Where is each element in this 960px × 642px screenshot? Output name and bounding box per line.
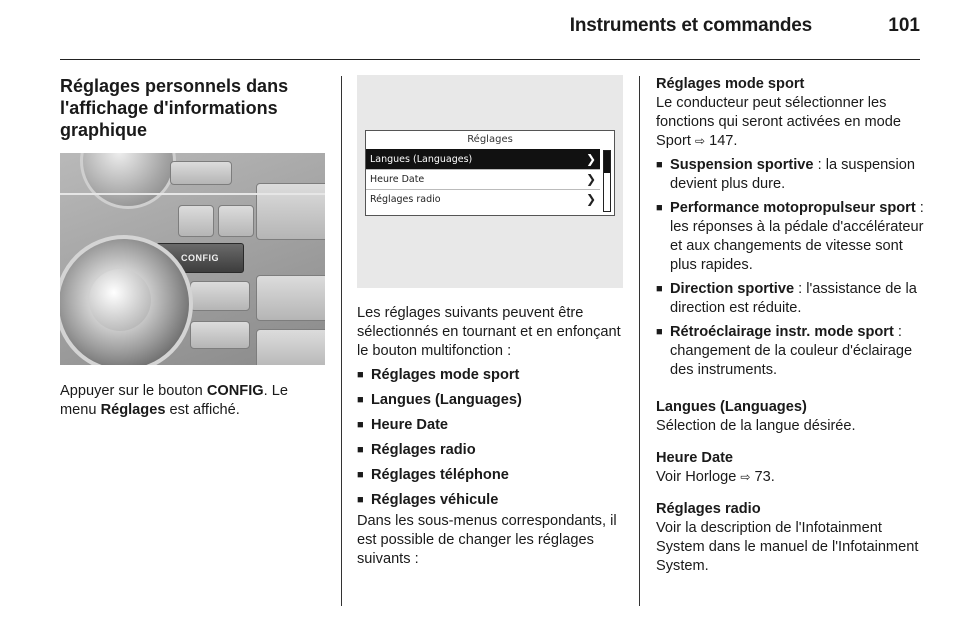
list-item: ■ Réglages radio bbox=[357, 441, 623, 460]
list-item: ■ Réglages téléphone bbox=[357, 466, 623, 485]
column-1 bbox=[60, 75, 325, 420]
list-item bbox=[656, 199, 924, 275]
list-item bbox=[656, 156, 924, 194]
knob-center bbox=[89, 269, 151, 331]
settings-list bbox=[357, 366, 623, 510]
text-run: est affiché. bbox=[165, 402, 240, 418]
panel-key bbox=[178, 205, 214, 237]
screen-menu-row bbox=[366, 169, 600, 189]
list-item bbox=[656, 280, 924, 318]
screen-menu-row bbox=[366, 189, 600, 209]
subheading: Réglages mode sport bbox=[656, 76, 805, 92]
option-description: : l'assistance de la direction est réduite. bbox=[670, 281, 917, 316]
subheading: Heure Date bbox=[656, 450, 734, 466]
page-number: 101 bbox=[888, 15, 920, 36]
list-item: ■ Réglages véhicule bbox=[357, 491, 623, 510]
screen-title: Réglages bbox=[467, 134, 513, 145]
option-name: Performance motopropulseur sport bbox=[670, 200, 916, 216]
text-run: Voir Horloge bbox=[656, 469, 737, 485]
panel-key bbox=[256, 183, 325, 240]
outro-paragraph: Dans les sous-menus correspondants, il est possible de changer les réglages suivants : bbox=[357, 513, 617, 567]
text-run: . Le menu bbox=[60, 383, 288, 418]
text-run: Le conducteur peut sélectionner les fonctions qui seront activées en mode Sport bbox=[656, 95, 901, 149]
time-paragraph bbox=[656, 468, 924, 487]
text-run-bold: CONFIG bbox=[206, 383, 264, 399]
page-reference: 73. bbox=[754, 469, 775, 485]
intro-paragraph: Les réglages suivants peuvent être sélectionnés en tournant et en enfonçant le bouton multifonction : bbox=[357, 305, 621, 359]
panel-key bbox=[190, 321, 250, 349]
option-description: : les réponses à la pédale d'accélérateur et aux changements de vitesse sont plus rapides. bbox=[670, 200, 924, 273]
header-rule bbox=[60, 59, 920, 60]
column-2 bbox=[357, 75, 623, 569]
section-title: Réglages personnels dans l'affichage d'informations graphique bbox=[60, 76, 289, 140]
screen-scrollbar bbox=[603, 150, 611, 212]
list-item bbox=[656, 323, 924, 380]
sport-paragraph bbox=[656, 94, 924, 151]
panel-key bbox=[256, 329, 325, 365]
sport-options-list bbox=[656, 156, 924, 380]
subheading: Langues (Languages) bbox=[656, 399, 807, 415]
panel-key bbox=[256, 275, 325, 321]
chevron-right-icon: ❯ bbox=[585, 152, 596, 166]
option-name: Direction sportive bbox=[670, 281, 795, 297]
page-reference-arrow-icon: ⇨ bbox=[694, 134, 706, 148]
option-name: Suspension sportive bbox=[670, 157, 814, 173]
radio-paragraph: Voir la description de l'Infotainment System dans le manuel de l'Infotainment System. bbox=[656, 520, 919, 574]
screen-row-label: Langues (Languages) bbox=[370, 154, 473, 165]
list-item: ■ Langues (Languages) bbox=[357, 391, 623, 410]
column-3 bbox=[656, 75, 924, 576]
panel-key bbox=[190, 281, 250, 311]
panel-trim bbox=[60, 193, 325, 195]
settings-screen bbox=[365, 130, 615, 216]
panel-key bbox=[170, 161, 232, 185]
screen-row-label: Réglages radio bbox=[370, 194, 441, 205]
screen-menu-row bbox=[366, 149, 600, 169]
screen-row-label: Heure Date bbox=[370, 174, 425, 185]
top-knob bbox=[80, 153, 176, 209]
chevron-right-icon: ❯ bbox=[585, 192, 596, 206]
page-header-title: Instruments et commandes bbox=[569, 15, 812, 36]
list-item: ■ Réglages mode sport bbox=[357, 366, 623, 385]
config-button-photo: CONFIG bbox=[156, 243, 244, 273]
column-divider-left bbox=[341, 76, 342, 606]
column-divider-right bbox=[639, 76, 640, 606]
control-panel-photo bbox=[60, 153, 325, 365]
chevron-right-icon: ❯ bbox=[585, 172, 596, 186]
config-instruction bbox=[60, 382, 325, 420]
page-reference-arrow-icon: ⇨ bbox=[740, 470, 751, 484]
option-description: : changement de la couleur d'éclairage des instruments. bbox=[670, 324, 913, 378]
display-screenshot bbox=[357, 75, 623, 288]
text-run-bold: Réglages bbox=[100, 402, 166, 418]
multifunction-knob bbox=[60, 235, 193, 365]
list-item: ■ Heure Date bbox=[357, 416, 623, 435]
panel-key bbox=[218, 205, 254, 237]
option-description: : la suspension devient plus dure. bbox=[670, 157, 915, 192]
option-name: Rétroéclairage instr. mode sport bbox=[670, 324, 894, 340]
subheading: Réglages radio bbox=[656, 501, 761, 517]
scrollbar-thumb bbox=[604, 151, 610, 173]
language-paragraph: Sélection de la langue désirée. bbox=[656, 418, 856, 434]
page-reference: 147. bbox=[709, 133, 738, 149]
text-run: Appuyer sur le bouton bbox=[60, 383, 207, 399]
